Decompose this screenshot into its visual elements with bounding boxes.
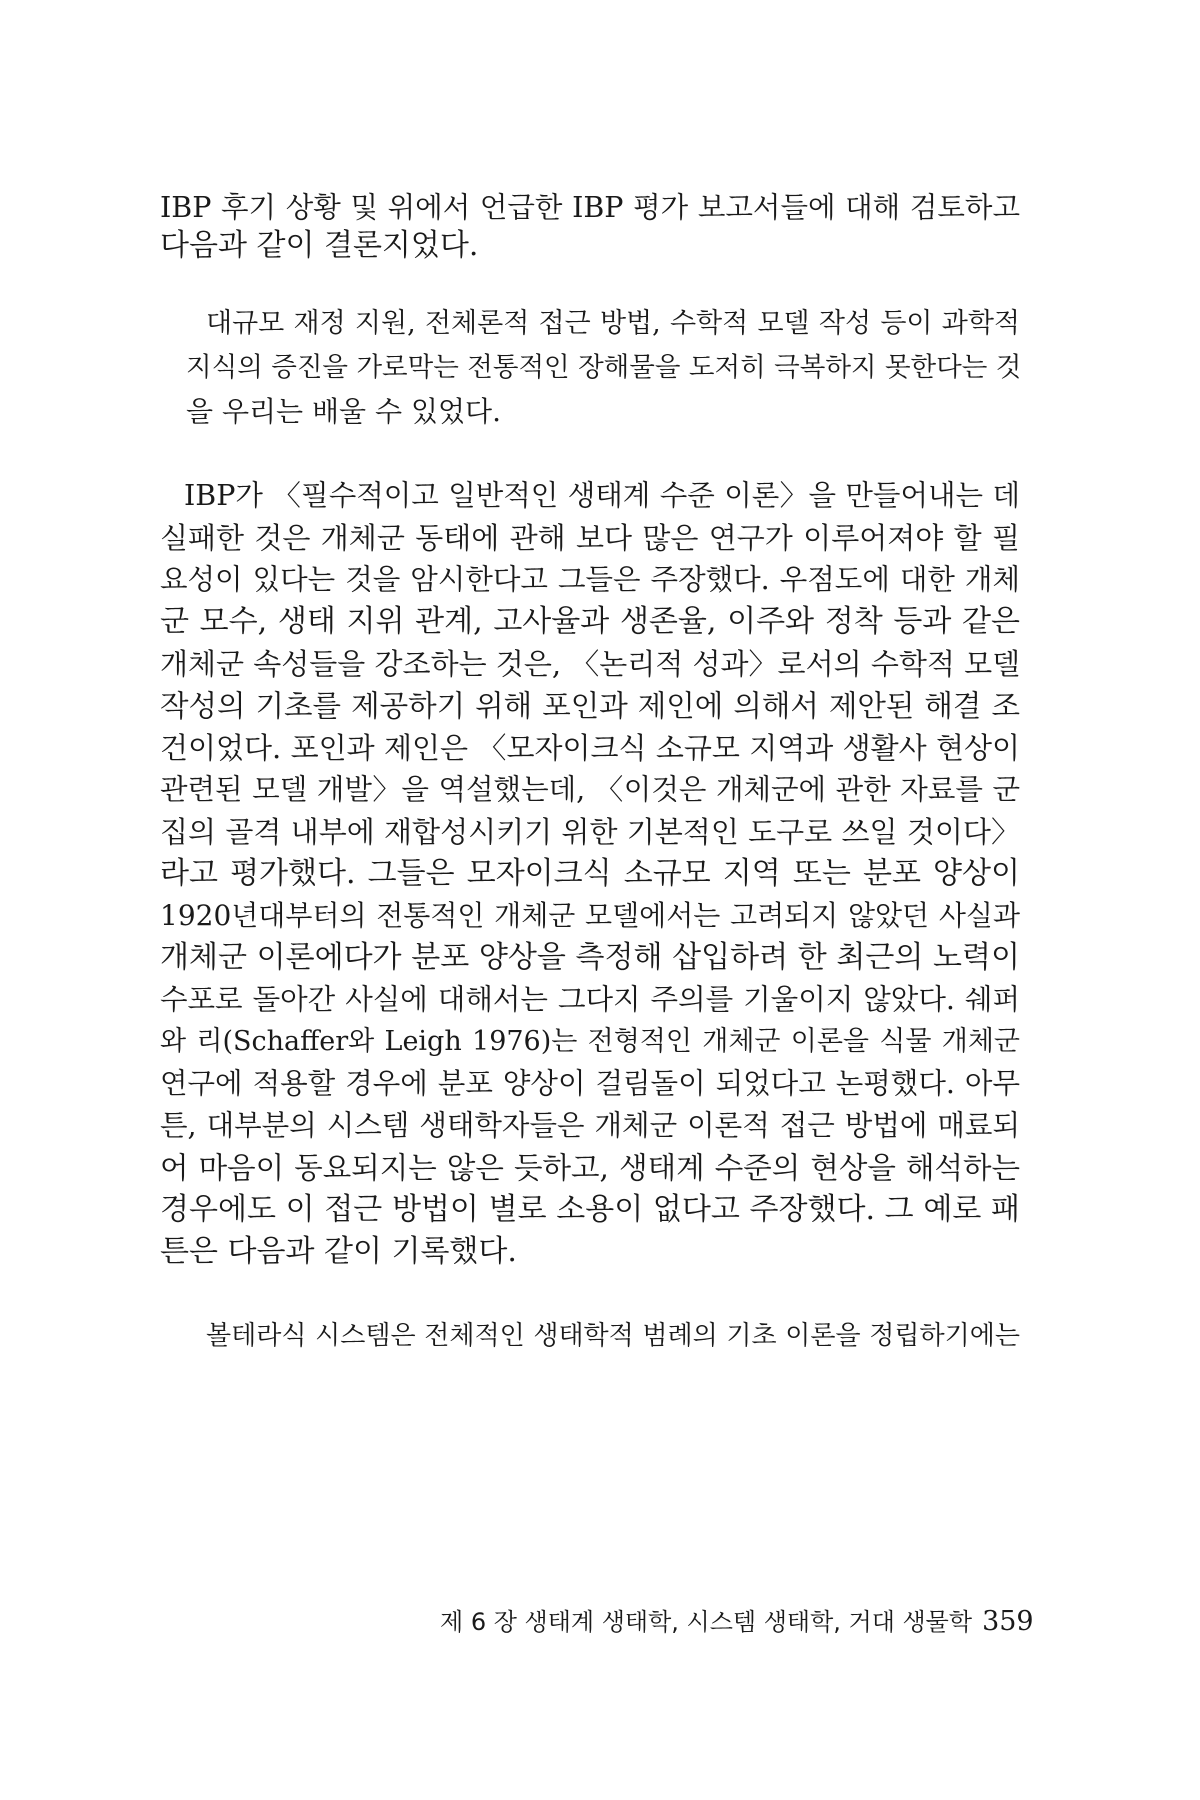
para2-line: 와 리(Schaffer와 Leigh 1976)는 전형적인 개체군 이론을 식물 개체군 [160,1026,1020,1057]
para2-line: 실패한 것은 개체군 동태에 관해 보다 많은 연구가 이루어져야 할 필 [160,521,1020,555]
para2-line: 군 모수, 생태 지위 관계, 고사율과 생존율, 이주와 정착 등과 같은 [160,604,1020,639]
para2-line: 개체군 이론에다가 분포 양상을 측정해 삽입하려 한 최근의 노력이 [160,940,1020,975]
para2-line: 라고 평가했다. 그들은 모자이크식 소규모 지역 또는 분포 양상이 [160,856,1020,891]
quote1-line: 대규모 재정 지원, 전체론적 접근 방법, 수학적 모델 작성 등이 과학적 [206,308,1020,339]
chapter-title: 제 6 장 생태계 생태학, 시스템 생태학, 거대 생물학 [440,1608,973,1636]
para2-line: 경우에도 이 접근 방법이 별로 소용이 없다고 주장했다. 그 예로 패 [160,1192,1020,1227]
page-footer [440,1604,1034,1640]
para2-line: IBP가 〈필수적이고 일반적인 생태계 수준 이론〉을 만들어내는 데 [184,479,1020,512]
para2-line: 집의 골격 내부에 재합성시키기 위한 기본적인 도구로 쓰일 것이다〉 [160,815,1020,849]
para2-line: 연구에 적용할 경우에 분포 양상이 걸림돌이 되었다고 논평했다. 아무 [160,1067,1020,1100]
quote2-line: 볼테라식 시스템은 전체적인 생태학적 범례의 기초 이론을 정립하기에는 [206,1321,1020,1351]
para1-line: 다음과 같이 결론지었다. [160,228,479,263]
para2-line: 관련된 모델 개발〉을 역설했는데, 〈이것은 개체군에 관한 자료를 군 [160,773,1020,806]
para2-line: 작성의 기초를 제공하기 위해 포인과 제인에 의해서 제안된 해결 조 [160,689,1020,723]
para2-line: 수포로 돌아간 사실에 대해서는 그다지 주의를 기울이지 않았다. 쉐퍼 [160,983,1020,1016]
para2-line: 건이었다. 포인과 제인은 〈모자이크식 소규모 지역과 생활사 현상이 [160,731,1020,765]
para2-line: 요성이 있다는 것을 암시한다고 그들은 주장했다. 우점도에 대한 개체 [160,563,1020,596]
para1-line: IBP 후기 상황 및 위에서 언급한 IBP 평가 보고서들에 대해 검토하고 [160,191,1020,224]
para2-line: 1920년대부터의 전통적인 개체군 모델에서는 고려되지 않았던 사실과 [160,899,1020,932]
quote1-line: 지식의 증진을 가로막는 전통적인 장해물을 도저히 극복하지 못한다는 것 [186,352,1022,383]
para2-line: 튼은 다음과 같이 기록했다. [160,1234,517,1269]
para2-line: 개체군 속성들을 강조하는 것은, 〈논리적 성과〉로서의 수학적 모델 [160,647,1021,681]
para2-line: 어 마음이 동요되지는 않은 듯하고, 생태계 수준의 현상을 해석하는 [160,1151,1020,1185]
para2-line: 튼, 대부분의 시스템 생태학자들은 개체군 이론적 접근 방법에 매료되 [160,1109,1020,1142]
page-number: 359 [982,1606,1034,1637]
quote1-line: 을 우리는 배울 수 있었다. [186,395,501,428]
